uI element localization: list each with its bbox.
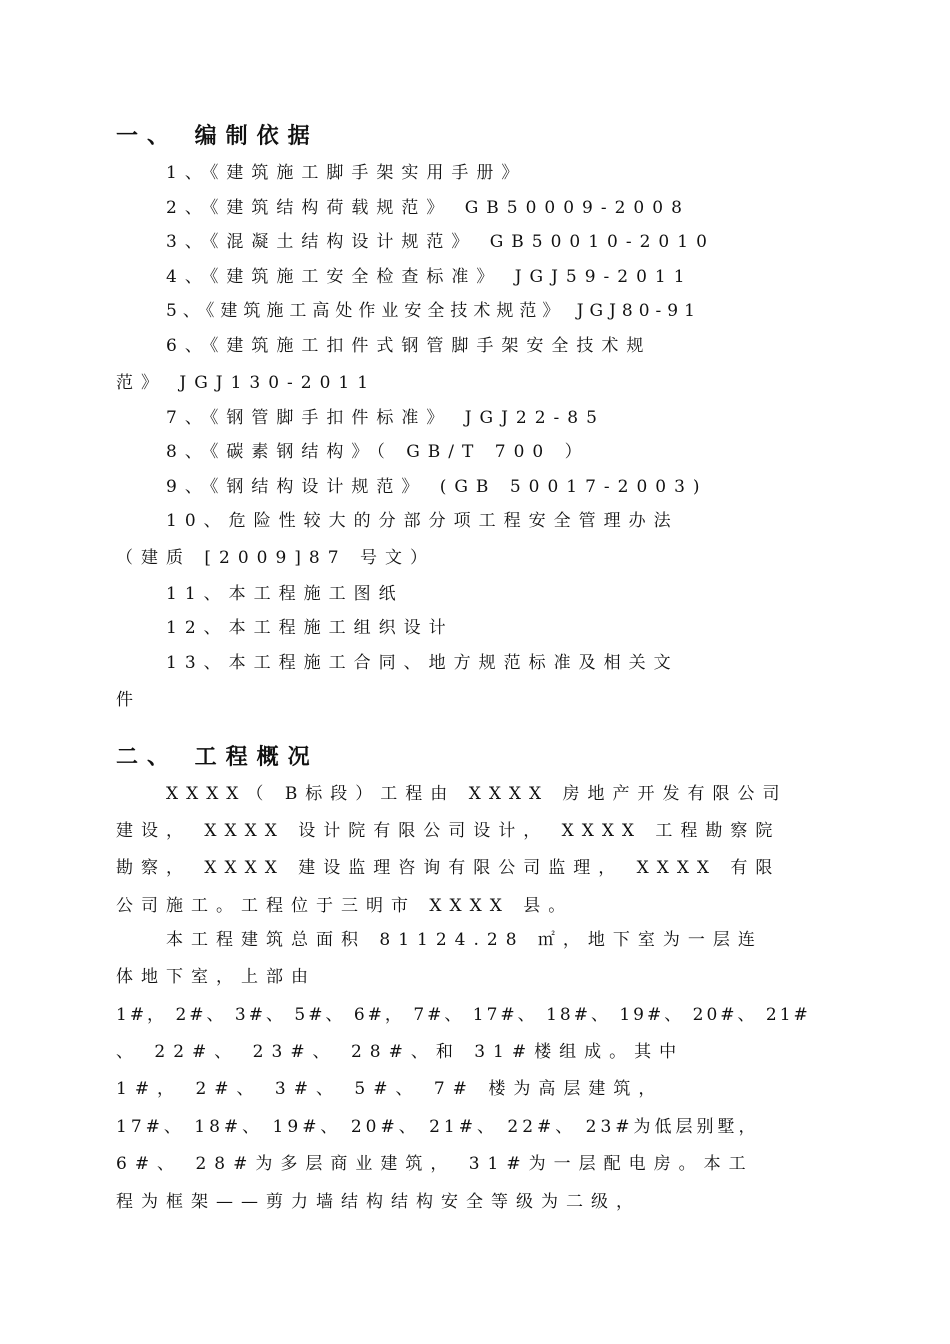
basis-item-4: 4、《建筑施工安全检查标准》 JGJ59-2011 <box>166 267 693 287</box>
basis-item-12: 12、本工程施工组织设计 <box>166 618 454 638</box>
basis-item-13-cont: 件 <box>116 690 141 710</box>
basis-item-13: 13、本工程施工合同、地方规范标准及相关文 <box>166 653 679 673</box>
overview-line-7: 1#， 2#、 3#、 5#、 6#， 7#、 17#、 18#、 19#、 20#、 21# <box>116 1005 811 1025</box>
overview-line-11: 6#、 28#为多层商业建筑， 31#为一层配电房。本工 <box>116 1154 754 1174</box>
overview-line-12: 程为框架——剪力墙结构结构安全等级为二级， <box>116 1192 641 1212</box>
overview-line-3: 勘察， XXXX 建设监理咨询有限公司监理， XXXX 有限 <box>116 858 781 878</box>
overview-line-10: 17#、 18#、 19#、 20#、 21#、 22#、 23#为低层别墅， <box>116 1117 760 1137</box>
section-heading-basis: 一、 编制依据 <box>116 124 319 149</box>
overview-line-1: XXXX（ B标段）工程由 XXXX 房地产开发有限公司 <box>166 784 788 804</box>
overview-line-9: 1#， 2#、 3#、 5#、 7# 楼为高层建筑， <box>116 1079 664 1099</box>
overview-line-8: 、 22#、 23#、 28#、和 31#楼组成。其中 <box>116 1042 685 1062</box>
overview-line-6: 体地下室，上部由 <box>116 967 316 987</box>
overview-line-2: 建设， XXXX 设计院有限公司设计， XXXX 工程勘察院 <box>116 821 781 841</box>
basis-item-6: 6、《建筑施工扣件式钢管脚手架安全技术规 <box>166 336 652 356</box>
section-heading-overview: 二、 工程概况 <box>116 745 319 770</box>
basis-item-11: 11、本工程施工图纸 <box>166 584 404 604</box>
basis-item-1: 1、《建筑施工脚手架实用手册》 <box>166 163 527 183</box>
basis-item-10: 10、危险性较大的分部分项工程安全管理办法 <box>166 511 679 531</box>
overview-line-4: 公司施工。工程位于三明市 XXXX 县。 <box>116 896 574 916</box>
basis-item-10-cont: （建质 [2009]87 号文） <box>116 548 435 568</box>
basis-item-5: 5、《建筑施工高处作业安全技术规范》 JGJ80-91 <box>166 301 701 321</box>
basis-item-2: 2、《建筑结构荷载规范》 GB50009-2008 <box>166 198 690 218</box>
overview-line-5: 本工程建筑总面积 81124.28 ㎡，地下室为一层连 <box>166 930 763 950</box>
basis-item-8: 8、《碳素钢结构》（ GB/T 700 ） <box>166 442 590 462</box>
basis-item-3: 3、《混凝土结构设计规范》 GB50010-2010 <box>166 232 715 252</box>
basis-item-7: 7、《钢管脚手扣件标准》 JGJ22-85 <box>166 408 605 428</box>
basis-item-9: 9、《钢结构设计规范》 (GB 50017-2003) <box>166 477 708 497</box>
basis-item-6-cont: 范》 JGJ130-2011 <box>116 373 377 393</box>
